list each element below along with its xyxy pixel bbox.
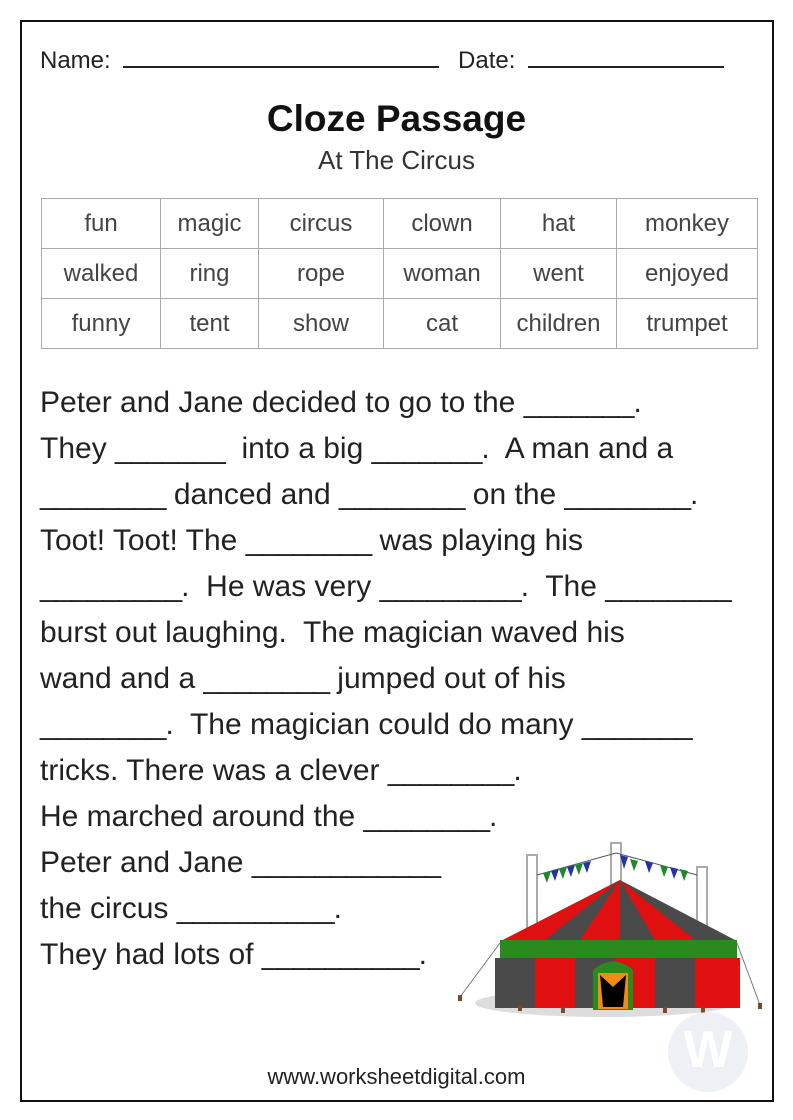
page-subtitle: At The Circus xyxy=(317,145,475,175)
passage-line xyxy=(40,656,731,702)
answer-blank[interactable]: ________ xyxy=(40,478,166,511)
answer-blank[interactable]: __________ xyxy=(261,938,419,971)
answer-blank[interactable]: ________ xyxy=(363,800,490,833)
word-bank-cell: walked xyxy=(42,249,161,299)
passage-text: danced and xyxy=(165,478,339,511)
word-bank-table xyxy=(41,198,758,349)
answer-blank[interactable]: _______ xyxy=(115,432,225,465)
passage-text: . xyxy=(690,478,699,511)
word-bank-cell: trumpet xyxy=(617,299,758,349)
passage-text: tricks. There was a clever xyxy=(40,754,388,787)
word-bank-cell: clown xyxy=(384,199,501,249)
passage-text: . xyxy=(333,892,342,925)
answer-blank[interactable]: ________ xyxy=(387,754,514,787)
word-bank-cell: funny xyxy=(42,299,161,349)
word-bank-row xyxy=(42,299,758,349)
answer-blank[interactable]: ________ xyxy=(564,478,691,511)
passage-text: . xyxy=(418,938,427,971)
answer-blank[interactable]: ____________ xyxy=(251,846,441,879)
passage-text: Peter and Jane decided to go to the xyxy=(40,386,524,419)
word-bank-cell: woman xyxy=(384,249,501,299)
answer-blank[interactable]: ________ xyxy=(40,708,166,741)
footer-url: www.worksheetdigital.com xyxy=(267,1064,526,1089)
passage-text: jumped out of his xyxy=(328,662,566,695)
answer-blank[interactable]: ________ xyxy=(245,524,372,557)
passage-text: . He was very xyxy=(181,570,380,603)
word-bank-cell: circus xyxy=(259,199,384,249)
name-date-row xyxy=(40,46,724,75)
answer-blank[interactable]: ________ xyxy=(203,662,329,695)
word-bank-row xyxy=(42,249,758,299)
passage-text: . xyxy=(489,800,498,833)
name-label: Name: xyxy=(40,47,111,74)
passage-text: Toot! Toot! The xyxy=(40,524,246,557)
passage-text: the circus xyxy=(40,892,177,925)
date-label: Date: xyxy=(458,47,516,74)
passage-line xyxy=(40,518,731,564)
answer-blank[interactable]: _________ xyxy=(379,570,521,603)
answer-blank[interactable]: ________ xyxy=(338,478,465,511)
logo-letter: W xyxy=(683,1021,733,1079)
word-bank-cell: tent xyxy=(161,299,259,349)
word-bank-cell: magic xyxy=(161,199,259,249)
name-field[interactable] xyxy=(123,46,439,68)
word-bank-cell: children xyxy=(501,299,617,349)
word-bank-cell: show xyxy=(259,299,384,349)
word-bank-cell: enjoyed xyxy=(617,249,758,299)
passage-line xyxy=(40,472,731,518)
answer-blank[interactable]: _______ xyxy=(523,386,634,419)
passage-text: on the xyxy=(464,478,565,511)
passage-line xyxy=(40,380,731,426)
date-field[interactable] xyxy=(528,46,724,68)
passage-line xyxy=(40,702,731,748)
passage-text: . The xyxy=(520,570,606,603)
passage-line xyxy=(40,794,731,840)
page-title: Cloze Passage xyxy=(266,98,527,139)
passage-line xyxy=(40,748,731,794)
passage-text: burst out laughing. The magician waved his xyxy=(40,616,625,649)
word-bank-cell: went xyxy=(501,249,617,299)
passage-text: They had lots of xyxy=(40,938,262,971)
passage-text: into a big xyxy=(224,432,372,465)
passage-line xyxy=(40,426,731,472)
answer-blank[interactable]: _______ xyxy=(581,708,692,741)
circus-tent-illustration xyxy=(455,835,765,1020)
word-bank-cell: ring xyxy=(161,249,259,299)
word-bank-row xyxy=(42,199,758,249)
passage-text: . xyxy=(513,754,522,787)
word-bank-cell: rope xyxy=(259,249,384,299)
passage-text: He marched around the xyxy=(40,800,364,833)
passage-text: . xyxy=(633,386,642,419)
passage-text: . A man and a xyxy=(481,432,674,465)
word-bank-cell: fun xyxy=(42,199,161,249)
word-bank-cell: hat xyxy=(501,199,617,249)
word-bank-cell: monkey xyxy=(617,199,758,249)
answer-blank[interactable]: _________ xyxy=(40,570,182,603)
answer-blank[interactable]: ________ xyxy=(605,570,731,603)
passage-text: Peter and Jane xyxy=(40,846,252,879)
answer-blank[interactable]: __________ xyxy=(176,892,334,925)
passage-line xyxy=(40,610,731,656)
word-bank-cell: cat xyxy=(384,299,501,349)
answer-blank[interactable]: _______ xyxy=(371,432,482,465)
passage-text: . The magician could do many xyxy=(165,708,582,741)
passage-text: wand and a xyxy=(40,662,204,695)
passage-text: They xyxy=(40,432,116,465)
passage-text: was playing his xyxy=(371,524,583,557)
passage-line xyxy=(40,564,731,610)
